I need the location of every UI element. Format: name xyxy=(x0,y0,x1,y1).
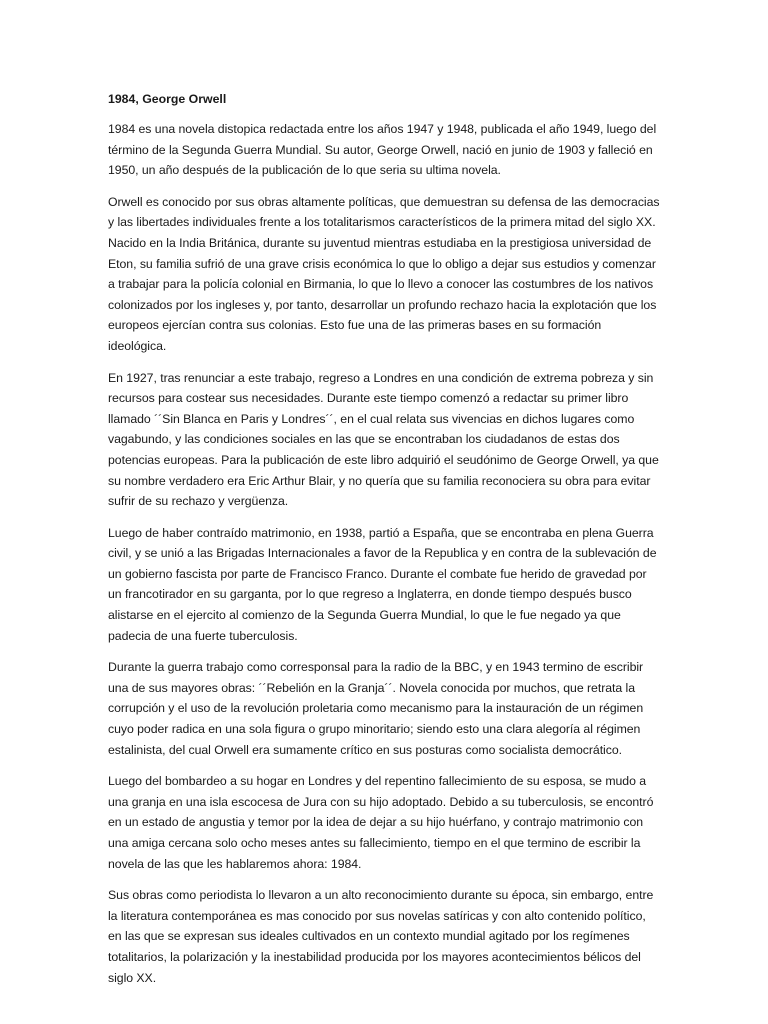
paragraph-london-1927: En 1927, tras renunciar a este trabajo, regreso a Londres en una condición de extrema pobreza y sin recursos para costear sus necesidades. Durante este tiempo comenzó a redactar su primer libro llamado ´´Sin Blanca en Paris y Londres´´, en el cual relata sus vivencias en dichos lugares como vagabundo, y las condiciones sociales en las que se encontraban los ciudadanos de estas dos potencias europeas. Para la publicación de este libro adquirió el seudónimo de George Orwell, ya que su nombre verdadero era Eric Arthur Blair, y no quería que su familia reconociera su obra para evitar sufrir de su rechazo y vergüenza. xyxy=(108,370,659,509)
paragraph-spain-war: Luego de haber contraído matrimonio, en 1938, partió a España, que se encontraba en plena Guerra civil, y se unió a las Brigadas Internacionales a favor de la Republica y en contra de la sublevación de un gobierno fascista por parte de Francisco Franco. Durante el combate fue herido de gravedad por un francotirador en su garganta, por lo que regreso a Inglaterra, en donde tiempo después busco alistarse en el ejercito al comienzo de la Segunda Guerra Mundial, lo que le fue negado ya que padecia de una fuerte tuberculosis. xyxy=(108,525,657,643)
paragraph-intro: 1984 es una novela distopica redactada entre los años 1947 y 1948, publicada el año 1949, luego del término de la Segunda Guerra Mundial. Su autor, George Orwell, nació en junio de 1903 y falleció en 1950, un año después de la publicación de lo que seria su ultima novela. xyxy=(108,122,657,178)
document-title: 1984, George Orwell xyxy=(108,92,227,106)
paragraph-jura-island: Luego del bombardeo a su hogar en Londres y del repentino fallecimiento de su esposa, se mudo a una granja en una isla escocesa de Jura con su hijo adoptado. Debido a su tuberculosis, se encontró en un estado de angustia y temor por la idea de dejar a su hijo huérfano, y contrajo matrimonio con una amiga cercana solo ocho meses antes su fallecimiento, tiempo en el que termino de escribir la novela de las que les hablaremos ahora: 1984. xyxy=(108,774,654,871)
paragraph-legacy: Sus obras como periodista lo llevaron a un alto reconocimiento durante su época, sin embargo, entre la literatura contemporánea es mas conocido por sus novelas satíricas y con alto contenido político, en las que se expresan sus ideales cultivados en un contexto mundial agitado por los regímenes totalitarios, la polarización y la inestabilidad producida por los mayores acontecimientos bélicos del siglo XX. xyxy=(108,888,654,985)
paragraph-bbc-animal-farm: Durante la guerra trabajo como corresponsal para la radio de la BBC, y en 1943 termino de escribir una de sus mayores obras: ´´Rebelión en la Granja´´. Novela conocida por muchos, que retrata la corrupción y el uso de la revolución proletaria como mecanismo para la instauración de un régimen cuyo poder radica en una sola figura o grupo minoritario; siendo esto una clara alegoría al régimen estalinista, del cual Orwell era sumamente crítico en sus posturas como socialista democrático. xyxy=(108,660,644,757)
paragraph-political-works: Orwell es conocido por sus obras altamente políticas, que demuestran su defensa de las democracias y las libertades individuales frente a los totalitarismos característicos de la primera mitad del siglo XX. Nacido en la India Británica, durante su juventud mientras estudiaba en la prestigiosa universidad de Eton, su familia sufrió de una grave crisis económica lo que lo obligo a dejar sus estudios y comenzar a trabajar para la policía colonial en Birmania, lo que lo llevo a conocer las costumbres de los nativos colonizados por los ingleses y, por tanto, desarrollar un profundo rechazo hacia la explotación que los europeos ejercían contra sus colonias. Esto fue una de las primeras bases en su formación ideológica. xyxy=(108,194,660,353)
